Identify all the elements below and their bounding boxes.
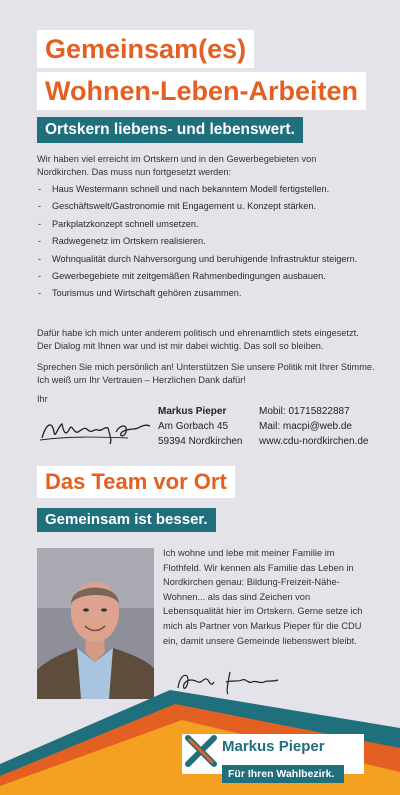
portrait-illustration <box>37 548 154 699</box>
cross-icon <box>184 734 218 768</box>
team-subtitle: Gemeinsam ist besser. <box>37 508 216 532</box>
list-item: - Geschäftswelt/Gastronomie mit Engagement u. Konzept stärken. <box>38 200 378 213</box>
contact-city: 59394 Nordkirchen <box>158 436 243 447</box>
team-title: Das Team vor Ort <box>37 466 235 498</box>
list-item: - Haus Westermann schnell und nach bekanntem Modell fertigstellen. <box>38 183 378 196</box>
list-item: - Parkplatzkonzept schnell umsetzen. <box>38 218 378 231</box>
list-item: - Radwegenetz im Ortskern realisieren. <box>38 235 378 248</box>
contact-mobile: Mobil: 01715822887 <box>259 406 350 417</box>
signature-markus-pieper <box>38 410 156 448</box>
footer-slogan: Für Ihren Wahlbezirk. <box>222 765 344 783</box>
team-member-photo <box>37 548 154 699</box>
contact-mail[interactable]: Mail: macpi@web.de <box>259 421 352 432</box>
team-text: Ich wohne und lebe mit meiner Familie im Flothfeld. Wir kennen als Familie das Leben in Nordkirchen genau: Bildung-Freizeit-Nähe-Wohnen... als das sind Zeichen von Lebensqualität hier im Ortskern. Gerne setze ich mich als Partner von Markus Pieper für die CDU ein, damit unsere Gemeinde liebenswert bleibt. <box>163 548 363 646</box>
goals-list <box>38 183 378 305</box>
contact-channels <box>259 404 369 449</box>
title-line-2: Wohnen-Leben-Arbeiten <box>37 72 366 110</box>
contact-address <box>158 404 243 449</box>
list-item: - Wohnqualität durch Nahversorgung und beruhigende Infrastruktur steigern. <box>38 253 378 266</box>
contact-website[interactable]: www.cdu-nordkirchen.de <box>259 436 369 447</box>
paragraph-appeal: Sprechen Sie mich persönlich an! Unterstützen Sie unsere Politik mit Ihrer Stimme. Ich weiß um Ihr Vertrauen – Herzlichen Dank dafür! <box>37 362 375 385</box>
paragraph-commitment: Dafür habe ich mich unter anderem politisch und ehrenamtlich stets eingesetzt. Der Dialog mit Ihnen war und ist mir dabei wichtig. Das soll so bleiben. <box>37 328 359 351</box>
intro-text: Wir haben viel erreicht im Ortskern und in den Gewerbegebieten von Nordkirchen. Das muss nun fortgesetzt werden: <box>37 154 317 177</box>
footer-name: Markus Pieper <box>222 738 325 755</box>
contact-street: Am Gorbach 45 <box>158 421 229 432</box>
contact-name: Markus Pieper <box>158 406 227 417</box>
title-line-1: Gemeinsam(es) <box>37 30 254 68</box>
header-subtitle: Ortskern liebens- und lebenswert. <box>37 117 303 143</box>
closing-ihr: Ihr <box>37 394 48 404</box>
list-item: - Tourismus und Wirtschaft gehören zusammen. <box>38 287 378 300</box>
list-item: - Gewerbegebiete mit zeitgemäßen Rahmenbedingungen ausbauen. <box>38 270 378 283</box>
